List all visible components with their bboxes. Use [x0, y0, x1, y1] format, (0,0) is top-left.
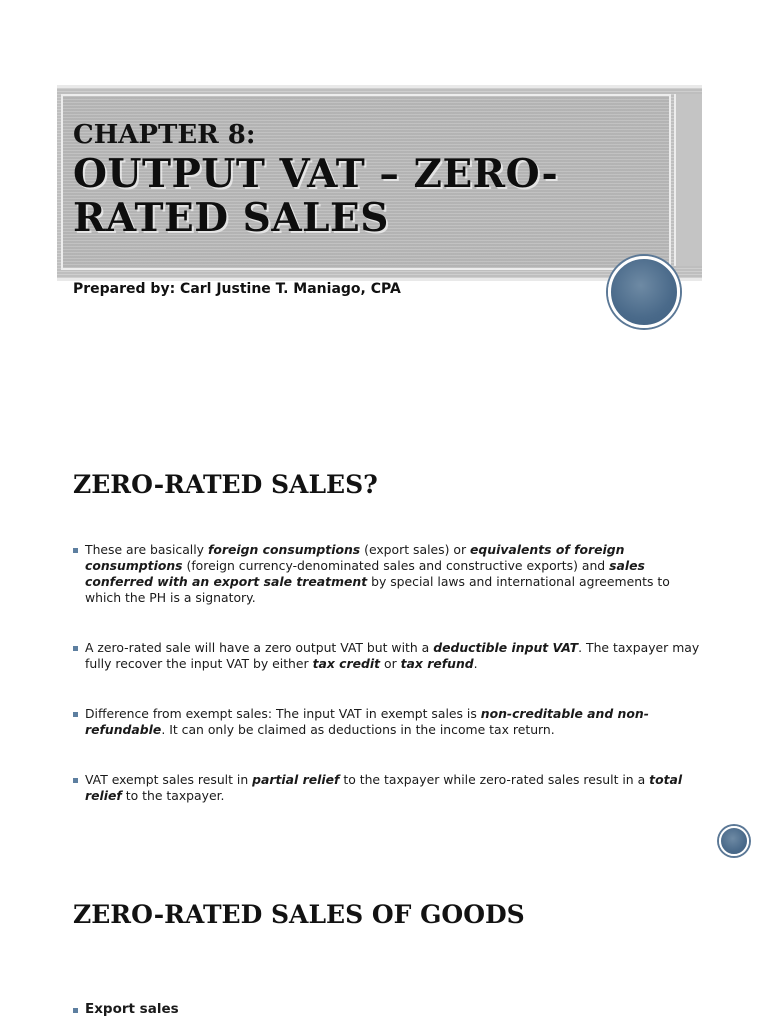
bullet-text: Difference from exempt sales: The input VAT in exempt sales is	[85, 706, 481, 721]
bullet-emphasis: deductible input VAT	[433, 640, 579, 655]
bullet-text: VAT exempt sales result in	[85, 772, 253, 787]
chapter-label: CHAPTER 8:	[73, 120, 256, 150]
bullet-text: by special laws and international agreements to which the PH is a signatory.	[85, 574, 670, 605]
bullet-marker-icon	[73, 646, 78, 651]
slide-title: OUTPUT VAT – ZERO-RATED SALES	[73, 151, 559, 241]
decorative-circle-icon	[719, 826, 749, 856]
bullet-text: (export sales) or	[360, 542, 470, 557]
bullet-text: to the taxpayer while zero-rated sales result in a	[339, 772, 650, 787]
bullet-emphasis: non-creditable and non-refundable	[85, 706, 649, 737]
bullet-text: or	[380, 656, 401, 671]
decorative-circle-icon	[608, 256, 680, 328]
bullet-text: These are basically	[85, 542, 208, 557]
bullet-text: .	[473, 656, 478, 671]
bullet-text: A zero-rated sale will have a zero output VAT but with a	[85, 640, 434, 655]
prepared-by-text: Prepared by: Carl Justine T. Maniago, CPA	[73, 281, 401, 297]
bullet-item	[73, 640, 705, 672]
bullet-emphasis: total relief	[85, 772, 683, 803]
bullet-emphasis: sales conferred with an export sale treatment	[85, 558, 645, 589]
section-heading-zero-rated-sales: ZERO-RATED SALES?	[73, 470, 378, 499]
bullet-emphasis: equivalents of foreign consumptions	[85, 542, 625, 573]
bullet-marker-icon	[73, 548, 78, 553]
bullet-item	[73, 542, 705, 606]
bullet-text: to the taxpayer.	[121, 788, 225, 803]
bullet-text: Export sales	[85, 1001, 179, 1017]
bullet-emphasis: foreign consumptions	[207, 542, 361, 557]
bullet-text: . The taxpayer may fully recover the input VAT by either	[85, 640, 700, 671]
section-heading-goods: ZERO-RATED SALES OF GOODS	[73, 900, 525, 929]
bullet-marker-icon	[73, 1008, 78, 1013]
title-right-panel	[674, 94, 702, 266]
bullet-item	[73, 772, 705, 804]
bullet-marker-icon	[73, 712, 78, 717]
bullet-emphasis: tax credit	[312, 656, 381, 671]
bullet-text: . It can only be claimed as deductions in the income tax return.	[161, 722, 555, 737]
bullet-emphasis: tax refund	[400, 656, 474, 671]
bullet-text: (foreign currency-denominated sales and constructive exports) and	[182, 558, 610, 573]
bullet-item	[73, 706, 705, 738]
bullet-item	[73, 1001, 705, 1017]
bullet-marker-icon	[73, 778, 78, 783]
bullet-emphasis: partial relief	[252, 772, 340, 787]
